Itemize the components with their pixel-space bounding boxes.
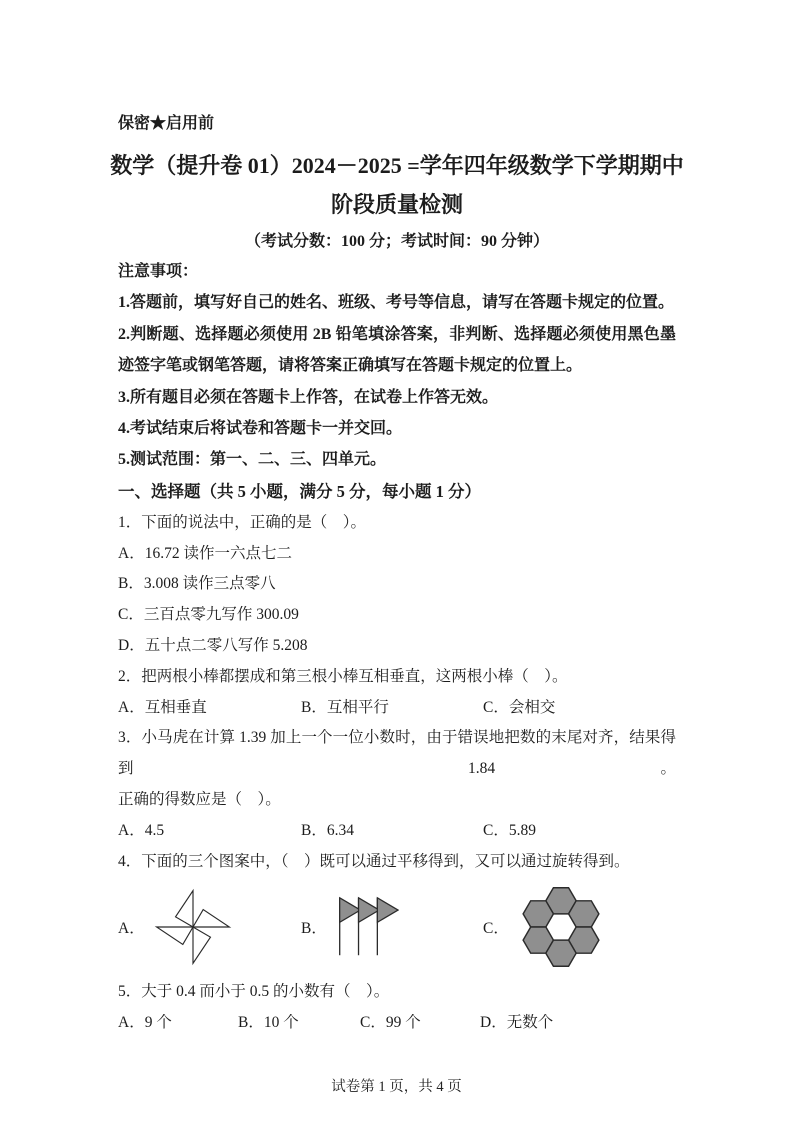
question-3-option-b: B．6.34	[301, 821, 354, 839]
figure-option-a	[118, 886, 301, 968]
question-3-stem-line1: 3．小马虎在计算 1.39 加上一个一位小数时，由于错误地把数的末尾对齐，结果得到 1.84。	[118, 729, 676, 778]
pennant-flags-figure	[335, 895, 399, 959]
question-1-option-b: B．3.008 读作三点零八	[118, 575, 276, 593]
question-5-options	[118, 1008, 676, 1039]
paper-title-line2: 阶段质量检测	[330, 192, 463, 217]
pinwheel-figure	[153, 886, 233, 968]
question-2-option-a: A．互相垂直	[118, 698, 207, 716]
question-1-stem: 1．下面的说法中，正确的是（ ）。	[118, 513, 367, 531]
notice-section	[118, 256, 676, 476]
figure-option-a-label: A．	[118, 920, 145, 938]
question-5-option-b: B．10 个	[238, 1014, 299, 1032]
question-3-option-c: C．5.89	[483, 821, 536, 839]
question-3-options	[118, 816, 676, 847]
hexagon-flower-figure	[517, 884, 605, 970]
question-1-option-a: A．16.72 读作一六点七二	[118, 544, 292, 562]
notice-item-4: 4.考试结束后将试卷和答题卡一并交回。	[118, 420, 403, 438]
question-2-option-b: B．互相平行	[301, 698, 389, 716]
question-5-stem: 5．大于 0.4 而小于 0.5 的小数有（ ）。	[118, 983, 390, 1001]
exam-info: （考试分数：100 分；考试时间：90 分钟）	[244, 233, 549, 250]
section-heading: 一、选择题（共 5 小题，满分 5 分，每小题 1 分）	[118, 481, 481, 501]
page-footer: 试卷第 1 页，共 4 页	[331, 1079, 462, 1095]
figure-option-c-label: C．	[483, 920, 509, 938]
question-3-stem-line2: 正确的得数应是（ ）。	[118, 791, 281, 809]
figure-option-c	[483, 884, 676, 970]
notice-item-3: 3.所有题目必须在答题卡上作答，在试卷上作答无效。	[118, 388, 499, 406]
question-2-option-c: C．会相交	[483, 698, 556, 716]
notice-item-5: 5.测试范围：第一、二、三、四单元。	[118, 451, 387, 469]
question-2-stem: 2．把两根小棒都摆成和第三根小棒互相垂直，这两根小棒（ ）。	[118, 667, 568, 685]
figure-option-b	[301, 895, 483, 959]
paper-title	[110, 146, 684, 224]
question-4-stem: 4．下面的三个图案中，（ ）既可以通过平移得到，又可以通过旋转得到。	[118, 852, 630, 870]
notice-heading: 注意事项：	[118, 263, 199, 280]
notice-item-1: 1.答题前，填写好自己的姓名、班级、考号等信息，请写在答题卡规定的位置。	[118, 294, 675, 312]
paper-title-line1: 数学（提升卷 01）2024－2025 =学年四年级数学下学期期中	[110, 153, 684, 178]
question-1-option-d: D．五十点二零八写作 5.208	[118, 637, 308, 655]
question-2-options	[118, 693, 676, 724]
question-3-option-a: A．4.5	[118, 821, 165, 839]
question-5-option-a: A．9 个	[118, 1014, 172, 1032]
question-5-option-d: D．无数个	[480, 1014, 554, 1032]
figure-option-b-label: B．	[301, 920, 327, 938]
question-5-option-c: C．99 个	[360, 1014, 421, 1032]
question-1-option-c: C．三百点零九写作 300.09	[118, 606, 299, 624]
notice-item-2-line1: 2.判断题、选择题必须使用 2B 铅笔填涂答案，非判断、选择题必须使用黑色墨	[118, 325, 676, 343]
notice-item-2-line2: 迹签字笔或钢笔答题，请将答案正确填写在答题卡规定的位置上。	[118, 357, 583, 375]
security-notice: 保密★启用前	[118, 115, 215, 132]
question-4-figures	[118, 878, 676, 976]
